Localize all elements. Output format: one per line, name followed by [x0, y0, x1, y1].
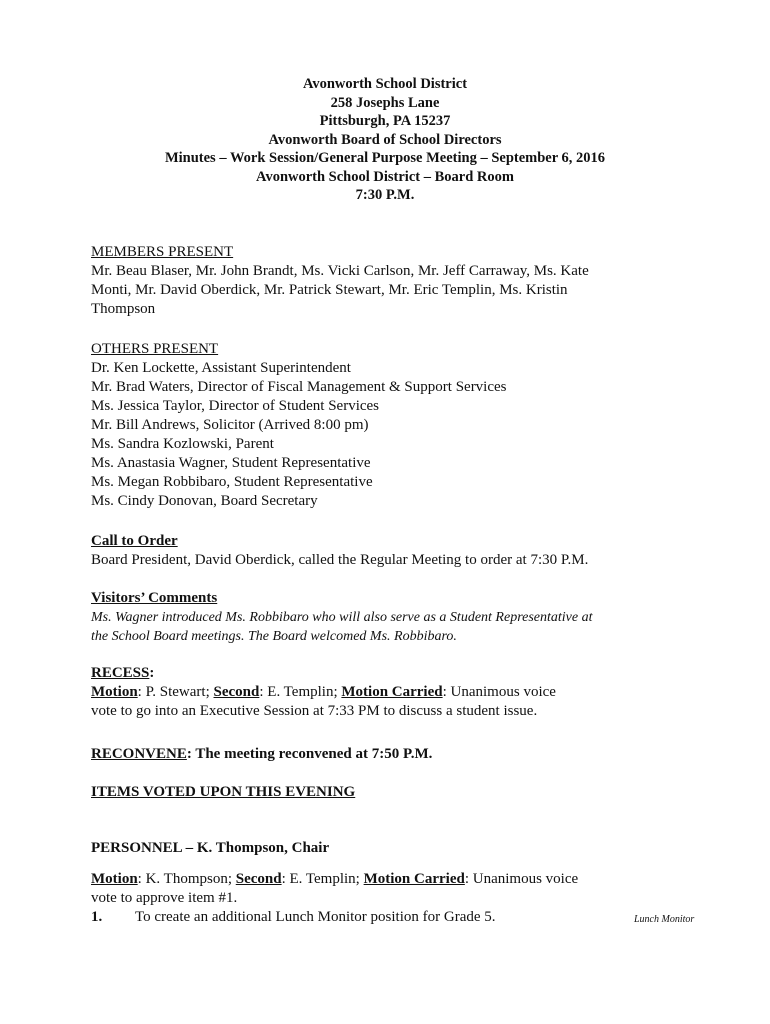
reconvene-section — [91, 745, 691, 764]
second-label: Second — [213, 684, 260, 700]
personnel-item — [91, 908, 695, 927]
document-header — [0, 75, 770, 205]
recess-colon: : — [149, 665, 155, 681]
meeting-time: 7:30 P.M. — [355, 187, 415, 203]
call-to-order-heading: Call to Order — [91, 533, 178, 549]
personnel-section — [91, 839, 691, 858]
others-present-heading: OTHERS PRESENT — [91, 341, 219, 357]
attendee-item: Mr. Brad Waters, Director of Fiscal Management & Support Services — [91, 379, 507, 395]
visitors-comments-section — [91, 589, 691, 646]
motion-carried-label: Motion Carried — [341, 684, 443, 700]
call-to-order-text: Board President, David Oberdick, called the Regular Meeting to order at 7:30 P.M. — [91, 552, 589, 568]
district-city: Pittsburgh, PA 15237 — [319, 113, 451, 129]
item-number: 1. — [91, 909, 103, 925]
recess-motion-text: vote to go into an Executive Session at 7:33 PM to discuss a student issue. — [91, 703, 538, 719]
visitors-comments-text: Ms. Wagner introduced Ms. Robbibaro who will also serve as a Student Representative at — [91, 610, 593, 625]
item-text: To create an additional Lunch Monitor position for Grade 5. — [135, 909, 496, 925]
reconvene-line — [91, 745, 691, 764]
members-line: Thompson — [91, 301, 156, 317]
recess-motion-line — [91, 683, 691, 702]
members-present-heading: MEMBERS PRESENT — [91, 244, 234, 260]
recess-heading — [91, 664, 691, 683]
reconvene-label: RECONVENE — [91, 746, 187, 762]
second-label: Second — [235, 871, 282, 887]
second-value: : E. Templin; — [281, 871, 364, 887]
board-name: Avonworth Board of School Directors — [268, 131, 502, 148]
margin-note: Lunch Monitor — [634, 914, 695, 925]
visitors-comments-heading: Visitors’ Comments — [91, 590, 218, 606]
district-name: Avonworth School District — [302, 76, 468, 92]
call-to-order-section — [91, 532, 691, 570]
members-present-section — [91, 243, 691, 319]
motion-value: : P. Stewart; — [137, 684, 214, 700]
items-voted-heading: ITEMS VOTED UPON THIS EVENING — [91, 784, 356, 800]
motion-value: : K. Thompson; — [137, 871, 236, 887]
attendee-item: Ms. Anastasia Wagner, Student Representative — [91, 455, 371, 471]
second-value: : E. Templin; — [259, 684, 342, 700]
others-present-section — [91, 340, 691, 511]
personnel-heading: PERSONNEL – K. Thompson, Chair — [91, 840, 330, 856]
meeting-title: Minutes – Work Session/General Purpose Meeting – September 6, 2016 — [164, 150, 606, 166]
recess-label: RECESS — [91, 665, 150, 681]
motion-carried-label: Motion Carried — [363, 871, 465, 887]
reconvene-text: : The meeting reconvened at 7:50 P.M. — [186, 746, 433, 762]
attendee-item: Mr. Bill Andrews, Solicitor (Arrived 8:00 pm) — [91, 417, 369, 433]
members-line: Mr. Beau Blaser, Mr. John Brandt, Ms. Vicki Carlson, Mr. Jeff Carraway, Ms. Kate — [91, 263, 589, 279]
motion-carried-value: : Unanimous voice — [464, 871, 579, 887]
attendee-item: Ms. Jessica Taylor, Director of Student Services — [91, 398, 380, 414]
attendee-item: Dr. Ken Lockette, Assistant Superintendent — [91, 360, 351, 376]
members-line: Monti, Mr. David Oberdick, Mr. Patrick Stewart, Mr. Eric Templin, Ms. Kristin — [91, 282, 568, 298]
meeting-location: Avonworth School District – Board Room — [256, 168, 514, 185]
motion-carried-value: : Unanimous voice — [442, 684, 556, 700]
motion-label: Motion — [91, 871, 138, 887]
personnel-motion-section — [91, 870, 695, 927]
visitors-comments-text: the School Board meetings. The Board welcomed Ms. Robbibaro. — [91, 629, 457, 644]
attendee-item: Ms. Megan Robbibaro, Student Representative — [91, 474, 373, 490]
items-voted-section — [91, 783, 691, 802]
district-street: 258 Josephs Lane — [330, 94, 440, 111]
personnel-motion-text: vote to approve item #1. — [91, 890, 238, 906]
recess-section — [91, 664, 691, 721]
motion-label: Motion — [91, 684, 138, 700]
attendee-item: Ms. Sandra Kozlowski, Parent — [91, 436, 274, 452]
personnel-motion-line — [91, 870, 691, 889]
attendee-item: Ms. Cindy Donovan, Board Secretary — [91, 493, 318, 509]
